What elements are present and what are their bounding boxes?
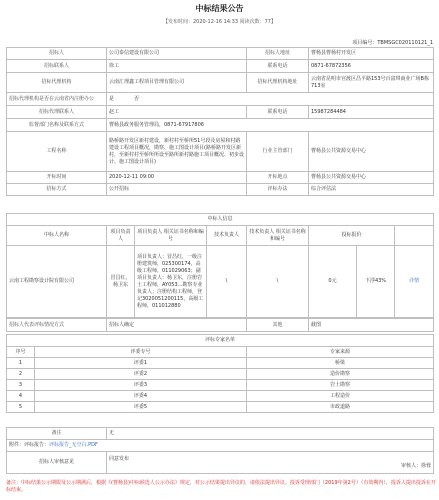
agency-phone-value: 15987284484 [309,106,434,119]
attachment-link[interactable]: 评标报告_无空白.PDF [49,442,98,448]
tenderer-label: 招标人 [7,48,107,60]
winner-table [6,213,434,318]
remark-label: 备注 [7,428,107,440]
committee-row-name: 评委3 [35,380,247,391]
committee-section-title: 评标专家名单 [7,335,434,347]
committee-row-no: 3 [7,380,35,391]
winner-name: 云南工程勘察设计院有限公司 [7,246,107,318]
committee-row-name: 评委1 [35,358,247,369]
committee-row-no: 4 [7,391,35,402]
winner-detail-link[interactable]: 详情 [395,246,434,318]
tender-mode-value: 公开招标 [107,184,247,196]
committee-row [7,402,434,413]
project-code: 项目编号：TBMSGC020110121_1 [352,40,433,46]
venue-label: 行业主管部门 [247,132,309,172]
tenderer-addr-label: 招标人地址 [247,48,309,60]
open-time-value: 2020-12-11 09:00 [107,172,247,184]
committee-row [7,369,434,380]
committee-table [6,334,434,413]
committee-row-source: 岩土勘察 [247,380,434,391]
col-pm-cert: 项目负责人 相关证书名称和编号 [135,226,207,246]
committee-row-name: 评委5 [35,402,247,413]
committee-row-source: 桥梁 [247,358,434,369]
tenderer-value: 公司泰信建设有限公司 [107,48,247,60]
committee-row [7,358,434,369]
supervisor-value: 曹杨县政务服务管理局，0871-67917806 [107,119,434,132]
duty-table [6,318,434,332]
committee-row-source: 造价勘察 [247,369,434,380]
supervisor-label: 监督部门名称及联系方式 [7,119,107,132]
col-expert-name: 评委专号 [35,347,247,358]
col-bid: 投标报价 [309,226,395,246]
tenderer-addr-value: 曹杨县曹杨村开发区 [309,48,434,60]
attachment-row: 附件：评标报告：评标报告_无空白.PDF [7,440,434,452]
contact-phone-label: 联系电话 [247,60,309,73]
committee-row-source: 工程造价 [247,391,434,402]
contact-phone-value: 0871-67872356 [309,60,434,73]
col-expert-source: 专家来源 [247,347,434,358]
info-table [6,47,434,196]
committee-row-no: 1 [7,358,35,369]
col-legal: 项目负责人 [107,226,135,246]
winner-section-title: 中标人信息 [7,214,434,226]
publish-meta: 【发布时间：2020-12-16 14:33 阅读次数：77】 [162,19,276,25]
open-place-value: 曹杨县公共资源交易中心 [309,172,434,184]
committee-row-name: 评委2 [35,369,247,380]
contact-value: 徐工 [107,60,247,73]
confirm-label: 招标人审核意见 [7,452,107,474]
agency-rep-value: 是 否 [107,93,434,106]
agency-value: 云南汇理鑫工程项目管理有限公司 [107,73,247,93]
committee-row-no: 5 [7,402,35,413]
agency-rep-label: 招标代理机构是否在云南省内注册办公 [7,93,107,106]
winner-tech-cert: \ [247,246,309,318]
agency-label: 招标代理机构 [7,73,107,93]
col-winner-name: 中标人名称 [7,226,107,246]
committee-row-source: 市政道路 [247,402,434,413]
contact-label: 招标联系人 [7,60,107,73]
eval-method-label: 评标办法 [247,184,309,196]
attachment-prefix: 评标报告： [24,442,50,448]
attachment-label: 附件 [9,442,20,448]
signer: 审核人：徐蓉 [400,462,431,469]
agency-phone-label: 联系电话 [247,106,309,119]
committee-row-name: 评委4 [35,391,247,402]
footer-table [6,427,434,474]
col-empty [395,226,434,246]
other-label: 其他 [247,319,309,332]
venue-value: 曹杨县公共资源交易中心 [309,132,434,172]
duty-value: 招标人确定 [107,319,247,332]
agency-addr-label: 招标代理机构地址 [247,73,309,93]
winner-bid: 0元 [309,246,357,318]
winner-tech: \ [207,246,247,318]
duty-label: 招标人代表评标情况方式 [7,319,107,332]
agency-contact-label: 招标代理联系人 [7,106,107,119]
col-tech-cert: 技术负责人 相关证书名称和编号 [247,226,309,246]
winner-pm-cert: 项目负责人：冒昌红，一级注册建筑师，025300174，高级工程师，011029063；副项目负责人：杨卫东，注册岩土工程师，AY053...勘察专业负责人；注册结构工程师，登记3020051200115，高级工程师，011012880 [135,246,207,318]
committee-row [7,391,434,402]
agency-addr-value: 云南省昆明市官渡区昌平路153号百富琪商业广场B栋713室 [309,73,434,93]
confirm-value [107,452,434,474]
confirm-text: 同意发布 [109,455,130,462]
col-no: 序号 [7,347,35,358]
project-value: 路桥路开发区新村建设，新村村至桥所51号段及房屋和村路建设工程项目概况，勘察、施工图设计项目(路桥路开发区新村，至新村村至桥所所设至路所新村路施工项目概况、初步设计、施工图设计项目) [107,132,247,172]
winner-rate: 下浮43% [357,246,395,318]
remark-value: 无 [107,428,434,440]
project-label: 工程名称 [7,132,107,172]
page-title: 中标结果公告 [195,4,244,13]
committee-row [7,380,434,391]
winner-legal: 冒昌红、杨卫东 [107,246,135,318]
other-value: 截图 [309,319,434,332]
eval-method-value: 综合评估法 [309,184,434,196]
col-tech: 技术负责人 [207,226,247,246]
agency-contact-value: 赵工 [107,106,247,119]
tender-mode-label: 招标方式 [7,184,107,196]
open-place-label: 开标地点 [247,172,309,184]
open-time-label: 开标时间 [7,172,107,184]
committee-row-no: 2 [7,369,35,380]
footer-notice: 备注：中标结果公示期限及公示期满后，根据《(曹杨县)中标候选人公示办法》规定，对公示结果提出异议的，请依法提出异议。投诉受理部门（2019年第2号）（有效期内），投诉人提出投诉在开标结束。 [6,480,436,493]
